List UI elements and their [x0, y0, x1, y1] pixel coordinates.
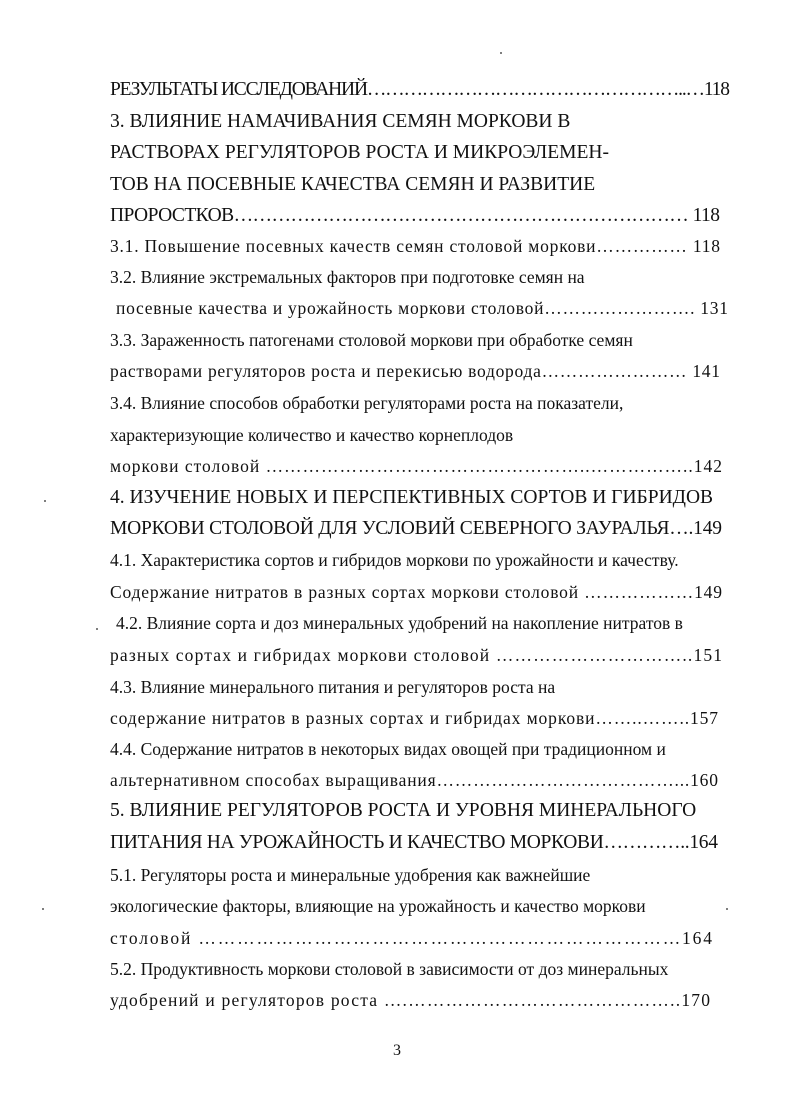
- toc-line: ТОВ НА ПОСЕВНЫЕ КАЧЕСТВА СЕМЯН И РАЗВИТИЕ: [110, 174, 596, 195]
- toc-line: ПИТАНИЯ НА УРОЖАЙНОСТЬ И КАЧЕСТВО МОРКОВИ…………..164: [110, 832, 718, 853]
- toc-line: 3.3. Зараженность патогенами столовой моркови при обработке семян: [110, 330, 633, 350]
- toc-line: 3.4. Влияние способов обработки регуляторами роста на показатели,: [110, 393, 624, 413]
- toc-line: 3.1. Повышение посевных качеств семян столовой моркови…………… 118: [110, 236, 721, 256]
- toc-line: 3.2. Влияние экстремальных факторов при подготовке семян на: [110, 267, 585, 287]
- toc-line: растворами регуляторов роста и перекисью водорода…………………… 141: [110, 361, 721, 381]
- toc-line: 3. ВЛИЯНИЕ НАМАЧИВАНИЯ СЕМЯН МОРКОВИ В: [110, 111, 571, 132]
- toc-line: 4.4. Содержание нитратов в некоторых видах овощей при традиционном и: [110, 739, 666, 759]
- scan-speck: [42, 908, 44, 910]
- toc-line: РЕЗУЛЬТАТЫ ИССЛЕДОВАНИЙ……………………………………………..…118: [110, 79, 729, 100]
- toc-line: ПРОРОСТКОВ……………………………………………………………… 118: [110, 205, 720, 226]
- toc-line: 4.3. Влияние минерального питания и регуляторов роста на: [110, 677, 556, 697]
- scan-speck: [500, 52, 502, 54]
- toc-line: 5.1. Регуляторы роста и минеральные удобрения как важнейшие: [110, 865, 591, 885]
- toc-line: 5. ВЛИЯНИЕ РЕГУЛЯТОРОВ РОСТА И УРОВНЯ МИНЕРАЛЬНОГО: [110, 800, 697, 821]
- toc-line: 4.2. Влияние сорта и доз минеральных удобрений на накопление нитратов в: [116, 613, 683, 633]
- scan-speck: [44, 500, 46, 502]
- toc-line: 5.2. Продуктивность моркови столовой в зависимости от доз минеральных: [110, 959, 669, 979]
- scan-speck: [726, 908, 728, 910]
- scan-speck: [96, 628, 98, 630]
- toc-line: экологические факторы, влияющие на урожайность и качество моркови: [110, 896, 646, 916]
- toc-line: МОРКОВИ СТОЛОВОЙ ДЛЯ УСЛОВИЙ СЕВЕРНОГО ЗАУРАЛЬЯ….149: [110, 518, 722, 539]
- page-number: 3: [393, 1042, 401, 1059]
- toc-line: Содержание нитратов в разных сортах моркови столовой ………………149: [110, 582, 723, 602]
- toc-line: характеризующие количество и качество корнеплодов: [110, 425, 514, 445]
- toc-line: моркови столовой ……………………………………………..……………..142: [110, 456, 723, 476]
- toc-line: удобрений и регуляторов роста ….……………………………………..170: [110, 990, 712, 1010]
- toc-line: столовой …………………………………………………………………164: [110, 928, 714, 948]
- toc-line: альтернативном способах выращивания…………………………………...160: [110, 770, 719, 790]
- toc-line: 4. ИЗУЧЕНИЕ НОВЫХ И ПЕРСПЕКТИВНЫХ СОРТОВ И ГИБРИДОВ: [110, 487, 714, 508]
- toc-line: содержание нитратов в разных сортах и гибридах моркови……..……..157: [110, 708, 719, 728]
- toc-line: 4.1. Характеристика сортов и гибридов моркови по урожайности и качеству.: [110, 550, 679, 570]
- toc-line: РАСТВОРАХ РЕГУЛЯТОРОВ РОСТА И МИКРОЭЛЕМЕН-: [110, 142, 609, 163]
- toc-line: разных сортах и гибридах моркови столовой …………………………..151: [110, 645, 724, 665]
- toc-line: посевные качества и урожайность моркови столовой……………………. 131: [116, 298, 729, 318]
